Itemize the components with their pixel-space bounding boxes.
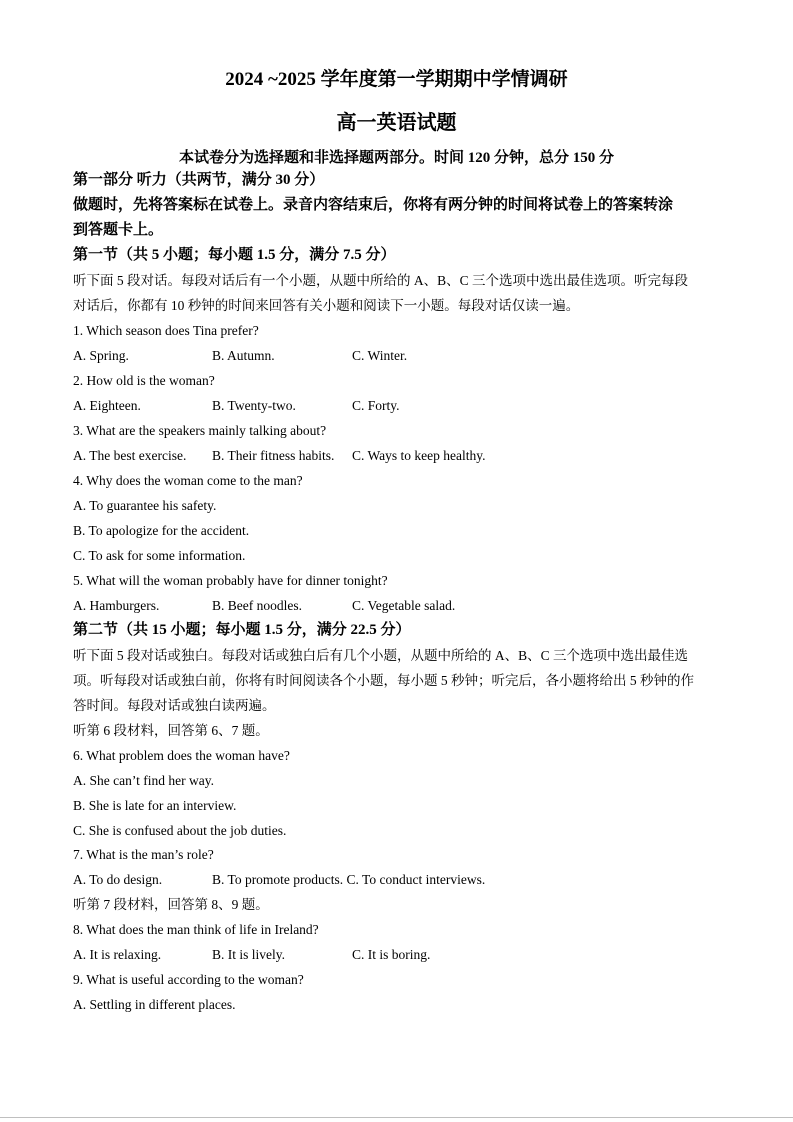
question-stem: 7. What is the man’s role? <box>73 847 214 862</box>
option-b: B. Their fitness habits. <box>212 448 335 463</box>
question-stem: 1. Which season does Tina prefer? <box>73 323 259 338</box>
option-b: B. It is lively. <box>212 947 285 962</box>
question-stem: 5. What will the woman probably have for dinner tonight? <box>73 573 388 588</box>
option-a: A. Eighteen. <box>73 398 141 413</box>
page-title: 2024 ~2025 学年度第一学期期中学情调研 <box>225 69 568 90</box>
option-a: A. Hamburgers. <box>73 598 160 613</box>
option-a: A. She can’t find her way. <box>73 773 214 788</box>
option-a: A. To do design. <box>73 872 163 887</box>
part1-instruction-line1: 做题时，先将答案标在试卷上。录音内容结束后，你将有两分钟的时间将试卷上的答案转涂 <box>73 197 674 213</box>
section2-directions-line2: 项。听每段对话或独白前，你将有时间阅读各个小题，每小题 5 秒钟；听完后，各小题将给出 5 秒钟的作 <box>73 673 694 688</box>
option-a: A. Settling in different places. <box>73 997 236 1012</box>
question-stem: 2. How old is the woman? <box>73 373 215 388</box>
option-b: B. Beef noodles. <box>212 598 302 613</box>
question-stem: 3. What are the speakers mainly talking about? <box>73 423 327 438</box>
question-stem: 8. What does the man think of life in Ireland? <box>73 922 319 937</box>
option-c: C. To ask for some information. <box>73 548 246 563</box>
part1-instruction-line2: 到答题卡上。 <box>73 222 164 238</box>
section2-heading: 第二节（共 15 小题；每小题 1.5 分，满分 22.5 分） <box>73 622 411 638</box>
page-bottom-rule <box>0 1117 793 1118</box>
option-a: A. It is relaxing. <box>73 947 162 962</box>
option-b: B. To apologize for the accident. <box>73 523 250 538</box>
section1-heading: 第一节（共 5 小题；每小题 1.5 分，满分 7.5 分） <box>73 247 396 263</box>
question-stem: 9. What is useful according to the woman? <box>73 972 304 987</box>
section1-directions-line2: 对话后，你都有 10 秒钟的时间来回答有关小题和阅读下一小题。每段对话仅读一遍。 <box>73 298 580 313</box>
part1-heading: 第一部分 听力（共两节，满分 30 分） <box>73 172 325 188</box>
option-a: A. The best exercise. <box>73 448 187 463</box>
option-b: B. Twenty-two. <box>212 398 296 413</box>
option-c: C. Winter. <box>352 348 408 363</box>
exam-intro: 本试卷分为选择题和非选择题两部分。时间 120 分钟，总分 150 分 <box>178 150 614 166</box>
option-b: B. Autumn. <box>212 348 275 363</box>
option-b: B. She is late for an interview. <box>73 798 237 813</box>
option-c: C. She is confused about the job duties. <box>73 823 287 838</box>
option-c: C. Forty. <box>352 398 400 413</box>
section2-directions-line1: 听下面 5 段对话或独白。每段对话或独白后有几个小题，从题中所给的 A、B、C 三个选项中选出最佳选 <box>73 648 689 663</box>
option-bc: B. To promote products. C. To conduct interviews. <box>212 872 486 887</box>
option-a: A. Spring. <box>73 348 129 363</box>
option-c: C. It is boring. <box>352 947 431 962</box>
option-c: C. Vegetable salad. <box>352 598 456 613</box>
material-note: 听第 6 段材料，回答第 6、7 题。 <box>73 723 269 738</box>
option-c: C. Ways to keep healthy. <box>352 448 486 463</box>
section1-directions-line1: 听下面 5 段对话。每段对话后有一个小题，从题中所给的 A、B、C 三个选项中选出最佳选项。听完每段 <box>73 273 689 288</box>
page-subtitle: 高一英语试题 <box>336 112 457 134</box>
section2-directions-line3: 答时间。每段对话或独白读两遍。 <box>73 698 276 713</box>
question-stem: 4. Why does the woman come to the man? <box>73 473 303 488</box>
option-a: A. To guarantee his safety. <box>73 498 217 513</box>
question-stem: 6. What problem does the woman have? <box>73 748 290 763</box>
material-note: 听第 7 段材料，回答第 8、9 题。 <box>73 897 269 912</box>
